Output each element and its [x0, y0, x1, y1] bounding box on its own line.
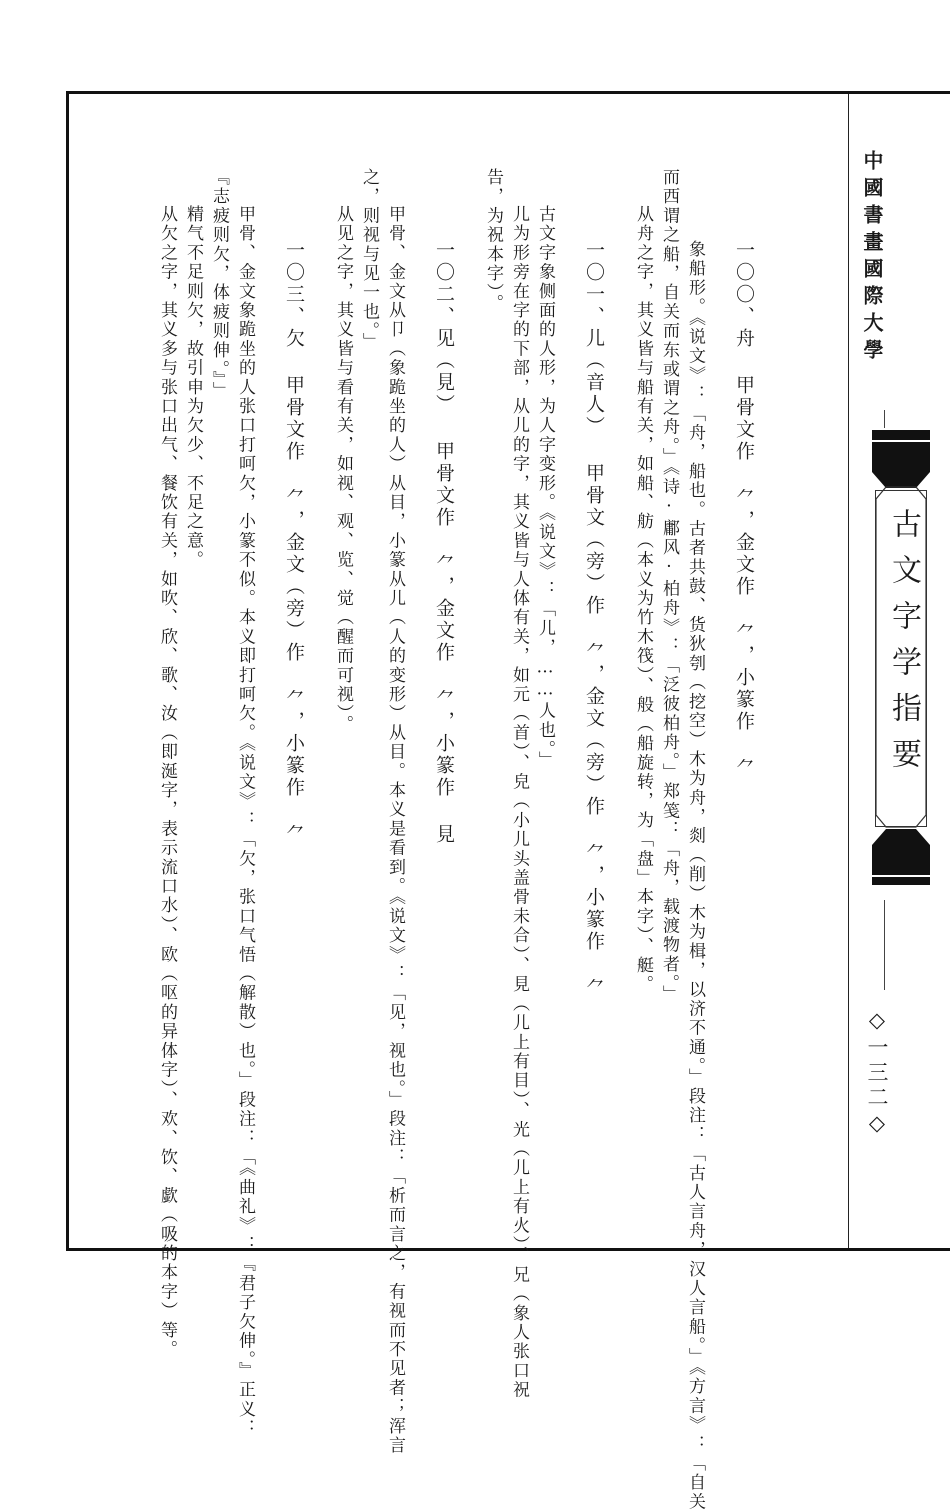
sidebar-rule-bottom: [884, 900, 885, 990]
entry-101-text-1: 古文字象侧面的人形，为人字变形。《说文》：「儿，……人也。」: [535, 205, 555, 770]
plate-bar-top: [872, 430, 930, 440]
entry-103-text-1: 甲骨、金文象跪坐的人张口打呵欠，小篆不似。本义即打呵欠。《说文》：「欠，张口气悟（解散）也。」段注：「《曲礼》：『君子欠伸。』正义：: [235, 205, 255, 1439]
entry-102-text-2: 之，则视与见一也。」: [359, 168, 379, 352]
frame-left: [66, 91, 69, 1251]
entry-102-heading: 一〇二、见（見） 甲骨文作 ⺈，金文作 ⺈，小篆作 見: [433, 240, 455, 846]
plate-ornament-bottom: [872, 825, 930, 875]
plate-bar-bottom: [872, 877, 930, 885]
entry-101-text-3: 告，为祝本字）。: [483, 168, 503, 314]
entry-102-text-1: 甲骨、金文从卩（象跪坐的人）从目，小篆从儿（人的变形）从目。本义是看到。《说文》：「见，视也。」段注：「析而言之，有视而不见者；浑言: [385, 205, 405, 1456]
entry-100-text-2: 而西谓之船，自关而东或谓之舟。」《诗·鄘风·柏舟》：「泛彼柏舟。」郑笺：「舟，载渡物者。」: [659, 168, 679, 1004]
entry-103-text-2: 『志疲则欠，体疲则伸。』」: [209, 168, 229, 401]
side-divider: [848, 94, 849, 1248]
entry-101-text-2: 儿为形旁在字的下部，从儿的字，其义皆与人体有关，如元（首）、皃（小儿头盖骨未合）、見（儿上有目）、光（儿上有火）、兄（象人张口祝: [509, 205, 529, 1400]
page-number: ◇一三二◇: [865, 1008, 889, 1139]
entry-103-text-3: 精气不足则欠，故引申为欠少、不足之意。: [183, 205, 203, 570]
book-title-plate: [872, 430, 930, 885]
entry-101-heading: 一〇一、儿（音人） 甲骨文（旁）作 ⺈，金文（旁）作 ⺈，小篆作 ⺈: [583, 240, 605, 1000]
entry-103-text-4: 从欠之字，其义多与张口出气、餐饮有关，如吹、欣、歌、汝（即涎字，表示流口水）、欧（呕的异体字）、欢、饮、歔（吸的本字）等。: [157, 205, 177, 1360]
entry-100-text-3: 从舟之字，其义皆与船有关，如船、舫（本义为竹木筏）、般（船旋转，为「盘」本字）、艇。: [633, 205, 653, 995]
sidebar-rule-top: [884, 410, 885, 428]
entry-103-heading: 一〇三、欠 甲骨文作 ⺈，金文（旁）作 ⺈，小篆作 ⺈: [283, 240, 305, 846]
entry-100-heading: 一〇〇、舟 甲骨文作 ⺈，金文作 ⺈，小篆作 ⺈: [733, 240, 755, 780]
frame-bottom: [66, 1248, 950, 1251]
university-name: 中國書畫國際大學: [860, 150, 884, 366]
entry-100-text-1: 象船形。《说文》：「舟，船也。古者共鼓、货狄刳（挖空）木为舟，剡（削）木为楫，以济不通。」段注：「古人言舟，汉人言船。」《方言》：「自关: [685, 240, 705, 1512]
frame-top: [66, 91, 950, 94]
entry-102-text-3: 从见之字，其义皆与看有关，如视、观、览、觉（醒而可视）。: [333, 205, 353, 735]
book-title: 古文字学指要: [886, 508, 921, 784]
